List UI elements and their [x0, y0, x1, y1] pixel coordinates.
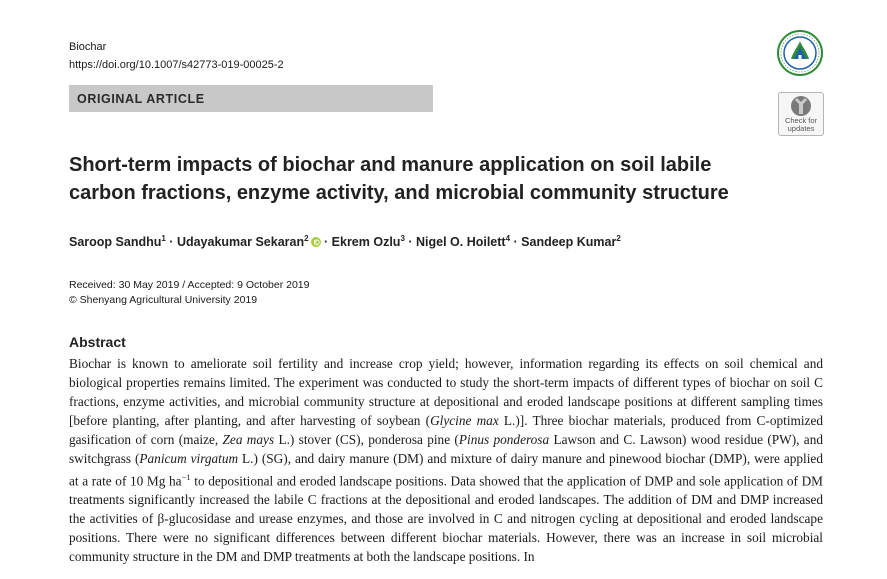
author-name[interactable]: Ekrem Ozlu — [331, 235, 401, 250]
abstract-segment: to depositional and eroded landscape positions. Data showed that the application of DMP and sole application of DM treatments significantly increased the labile C fractions at the depositional and eroded landscapes. The addition of DM and DMP increased the activities of β-glucosidase and urease enzymes, and those are involved in C and nitrogen cycling at depositional and eroded landscape positions. There were no significant differences between different biochar materials. However, there was an increase in soil microbial community structure in the DM and DMP treatments at both the landscape positions. In — [69, 473, 823, 565]
author-name[interactable]: Sandeep Kumar — [521, 235, 617, 250]
society-seal-icon — [777, 30, 823, 76]
author-name[interactable]: Nigel O. Hoilett — [416, 235, 506, 250]
author-separator: · — [165, 235, 177, 250]
abstract-segment: L.) (SG), and dairy manure (DM) and mixture of dairy manure and pinewood biochar (DMP), were applied at a rate of 10 Mg ha — [69, 451, 823, 489]
copyright-notice: © Shenyang Agricultural University 2019 — [69, 294, 258, 306]
article-type-label: ORIGINAL ARTICLE — [77, 91, 205, 106]
title-line-2: carbon fractions, enzyme activity, and microbial community structure — [69, 182, 729, 204]
article-title — [69, 151, 769, 207]
author-list — [69, 230, 621, 251]
author-name[interactable]: Saroop Sandhu — [69, 235, 162, 250]
journal-name: Biochar — [69, 41, 107, 53]
received-accepted-dates: Received: 30 May 2019 / Accepted: 9 October 2019 — [69, 279, 310, 291]
abstract-segment: L.)]. Three biochar materials, produced from C-optimized gasification of corn (maize, — [69, 413, 824, 447]
author-affiliation-number: 2 — [304, 234, 309, 243]
crossmark-icon — [789, 95, 813, 117]
abstract-segment: L.) stover (CS), ponderosa pine ( — [274, 432, 459, 447]
check-for-label: Check for — [784, 116, 818, 125]
author-separator: · — [510, 235, 522, 250]
abstract-segment: Lawson and C. Lawson) wood residue (PW), and switchgrass ( — [69, 432, 824, 466]
check-for-updates-button[interactable] — [778, 92, 824, 136]
author-affiliation-number: 1 — [161, 234, 166, 243]
updates-label: updates — [787, 124, 815, 133]
author-separator: · — [404, 235, 416, 250]
species-name: Zea mays — [222, 432, 275, 447]
abstract-segment: Biochar is known to ameliorate soil fertility and increase crop yield; however, information regarding its effects on soil chemical and biological properties remains limited. The experiment was conducted to study the short-term impacts of different types of biochar on soil C fractions, enzyme activities, and microbial community structure at depositional and eroded landscape positions at different sampling times [before planting, after planting, and after harvesting of soybean ( — [69, 356, 823, 428]
author-name[interactable]: Udayakumar Sekaran — [176, 235, 305, 250]
abstract-text — [69, 354, 823, 566]
article-type-banner — [69, 85, 433, 112]
author-affiliation-number: 2 — [616, 234, 621, 243]
species-name: Glycine max — [430, 413, 499, 428]
author-separator: · — [320, 235, 332, 250]
species-name: Pinus ponderosa — [458, 432, 550, 447]
author-affiliation-number: 4 — [505, 234, 511, 243]
abstract-heading: Abstract — [69, 334, 126, 350]
species-name: Panicum virgatum — [139, 451, 239, 466]
unit-superscript: −1 — [181, 472, 191, 482]
author-affiliation-number: 3 — [400, 234, 405, 243]
orcid-icon[interactable] — [311, 237, 321, 247]
doi-link[interactable]: https://doi.org/10.1007/s42773-019-00025-2 — [69, 59, 284, 71]
title-line-1: Short-term impacts of biochar and manure application on soil labile — [69, 154, 712, 176]
